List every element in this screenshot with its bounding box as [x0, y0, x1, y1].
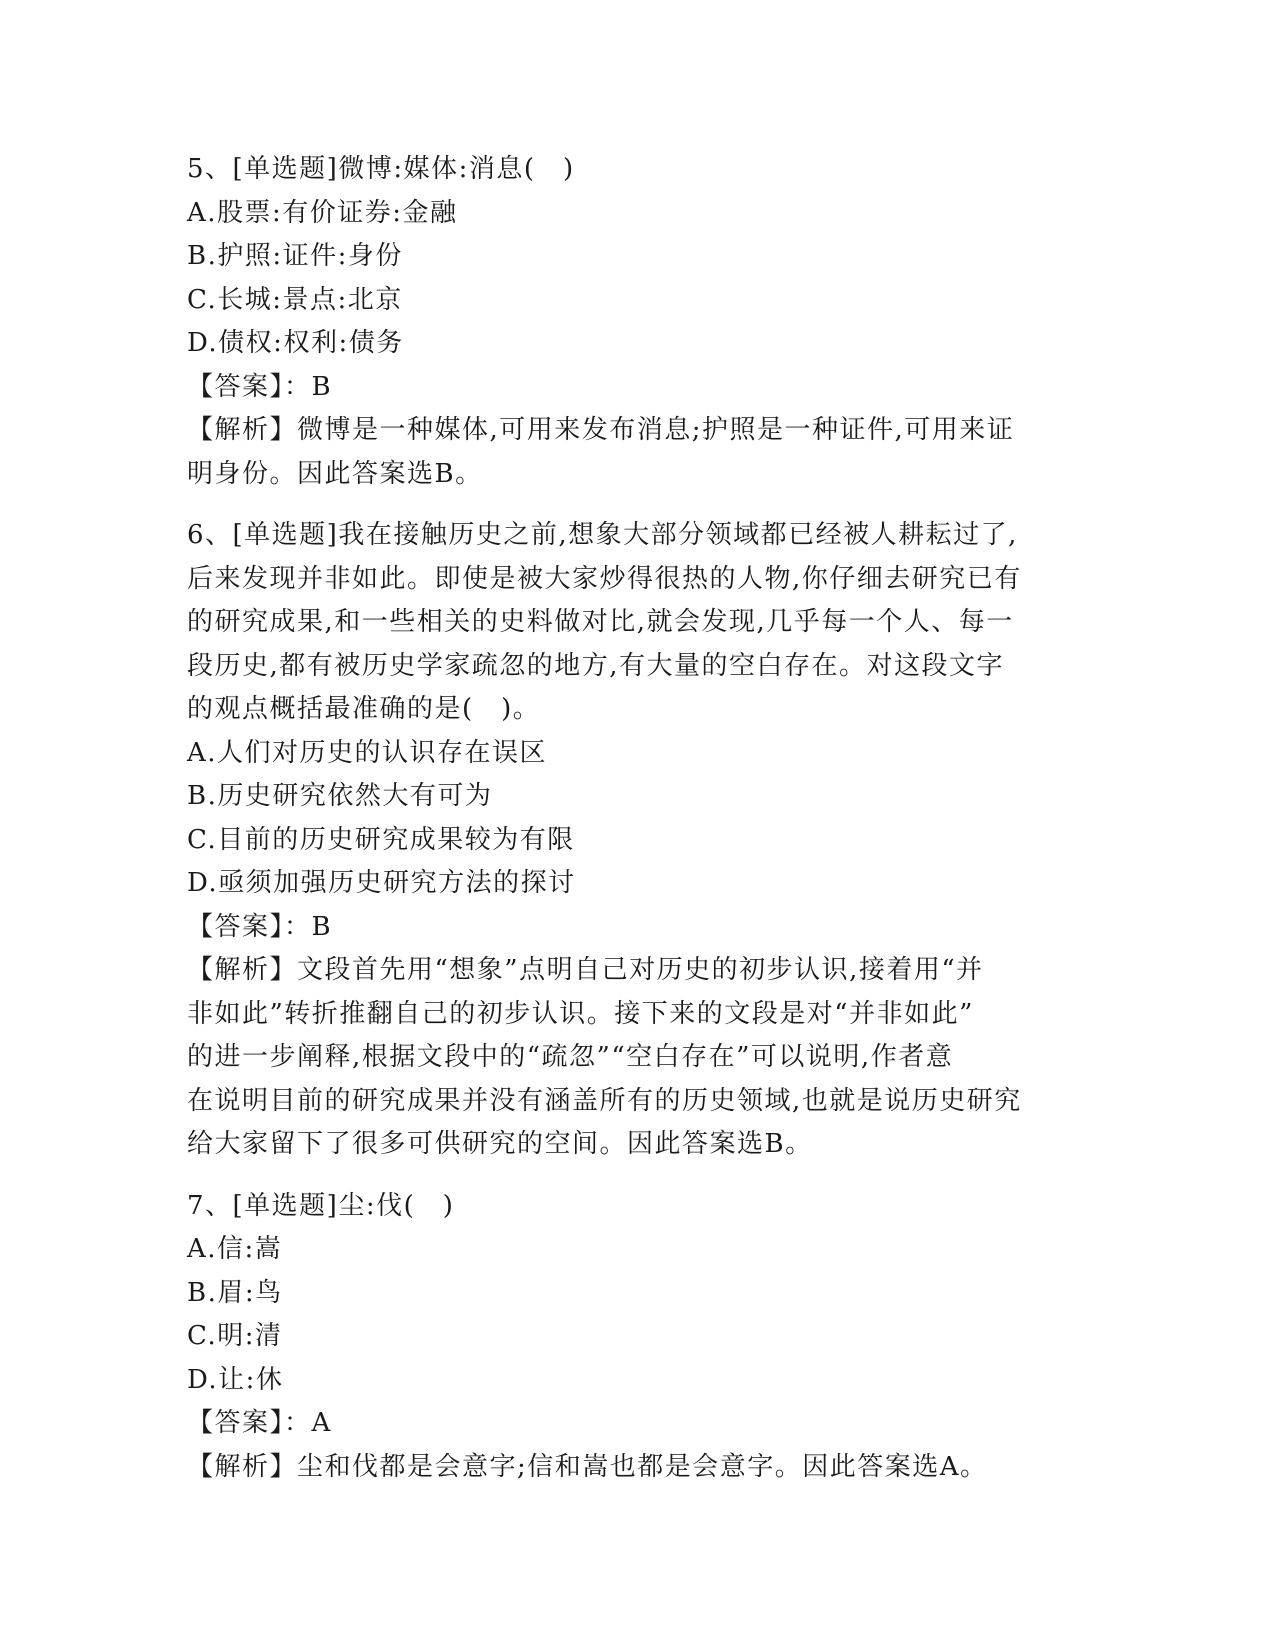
option-c: C.明:清: [187, 1321, 283, 1351]
question-stem: 5、[单选题]微博:媒体:消息( ): [187, 154, 575, 184]
option-c: C.长城:景点:北京: [187, 284, 403, 315]
analysis-line: 的进一步阐释,根据文段中的“疏忽”“空白存在”可以说明,作者意: [187, 1042, 954, 1072]
question-stem: 6、[单选题]我在接触历史之前,想象大部分领域都已经被人耕耘过了,: [187, 520, 1018, 550]
option-b: B.历史研究依然大有可为: [187, 781, 493, 811]
answer: 【答案】：B: [187, 911, 333, 942]
option-a: A.人们对历史的认识存在误区: [187, 737, 548, 768]
analysis-line: 【解析】微博是一种媒体,可用来发布消息;护照是一种证件,可用来证: [187, 415, 1015, 445]
analysis-line: 非如此”转折推翻自己的初步认识。接下来的文段是对“并非如此”: [187, 998, 974, 1029]
analysis-line: 【解析】尘和伐都是会意字;信和嵩也都是会意字。因此答案选A。: [187, 1451, 988, 1482]
option-a: A.信:嵩: [187, 1234, 283, 1264]
option-b: B.眉:鸟: [187, 1277, 283, 1308]
question-6: [187, 514, 1087, 1167]
analysis-line: 在说明目前的研究成果并没有涵盖所有的历史领域,也就是说历史研究: [187, 1085, 1022, 1116]
analysis-line: 【解析】文段首先用“想象”点明自己对历史的初步认识,接着用“并: [187, 955, 984, 985]
question-stem: 的研究成果,和一些相关的史料做对比,就会发现,几乎每一个人、每一: [187, 607, 1014, 637]
question-stem: 7、[单选题]尘:伐( ): [187, 1190, 455, 1221]
question-stem: 段历史,都有被历史学家疏忽的地方,有大量的空白存在。对这段文字: [187, 650, 1005, 681]
option-c: C.目前的历史研究成果较为有限: [187, 824, 575, 855]
answer: 【答案】：B: [187, 371, 333, 402]
question-5: [187, 148, 1087, 496]
option-a: A.股票:有价证券:金融: [187, 197, 458, 228]
analysis-line: 给大家留下了很多可供研究的空间。因此答案选B。: [187, 1129, 813, 1159]
question-stem: 后来发现并非如此。即使是被大家炒得很热的人物,你仔细去研究已有: [187, 563, 1022, 594]
question-7: [187, 1185, 1087, 1490]
document-page: [187, 148, 1087, 1489]
analysis-line: 明身份。因此答案选B。: [187, 458, 483, 489]
option-d: D.亟须加强历史研究方法的探讨: [187, 868, 576, 898]
answer: 【答案】：A: [187, 1408, 332, 1438]
option-d: D.债权:权利:债务: [187, 328, 404, 358]
option-d: D.让:休: [187, 1364, 284, 1395]
option-b: B.护照:证件:身份: [187, 241, 403, 271]
question-stem: 的观点概括最准确的是( )。: [187, 694, 541, 724]
